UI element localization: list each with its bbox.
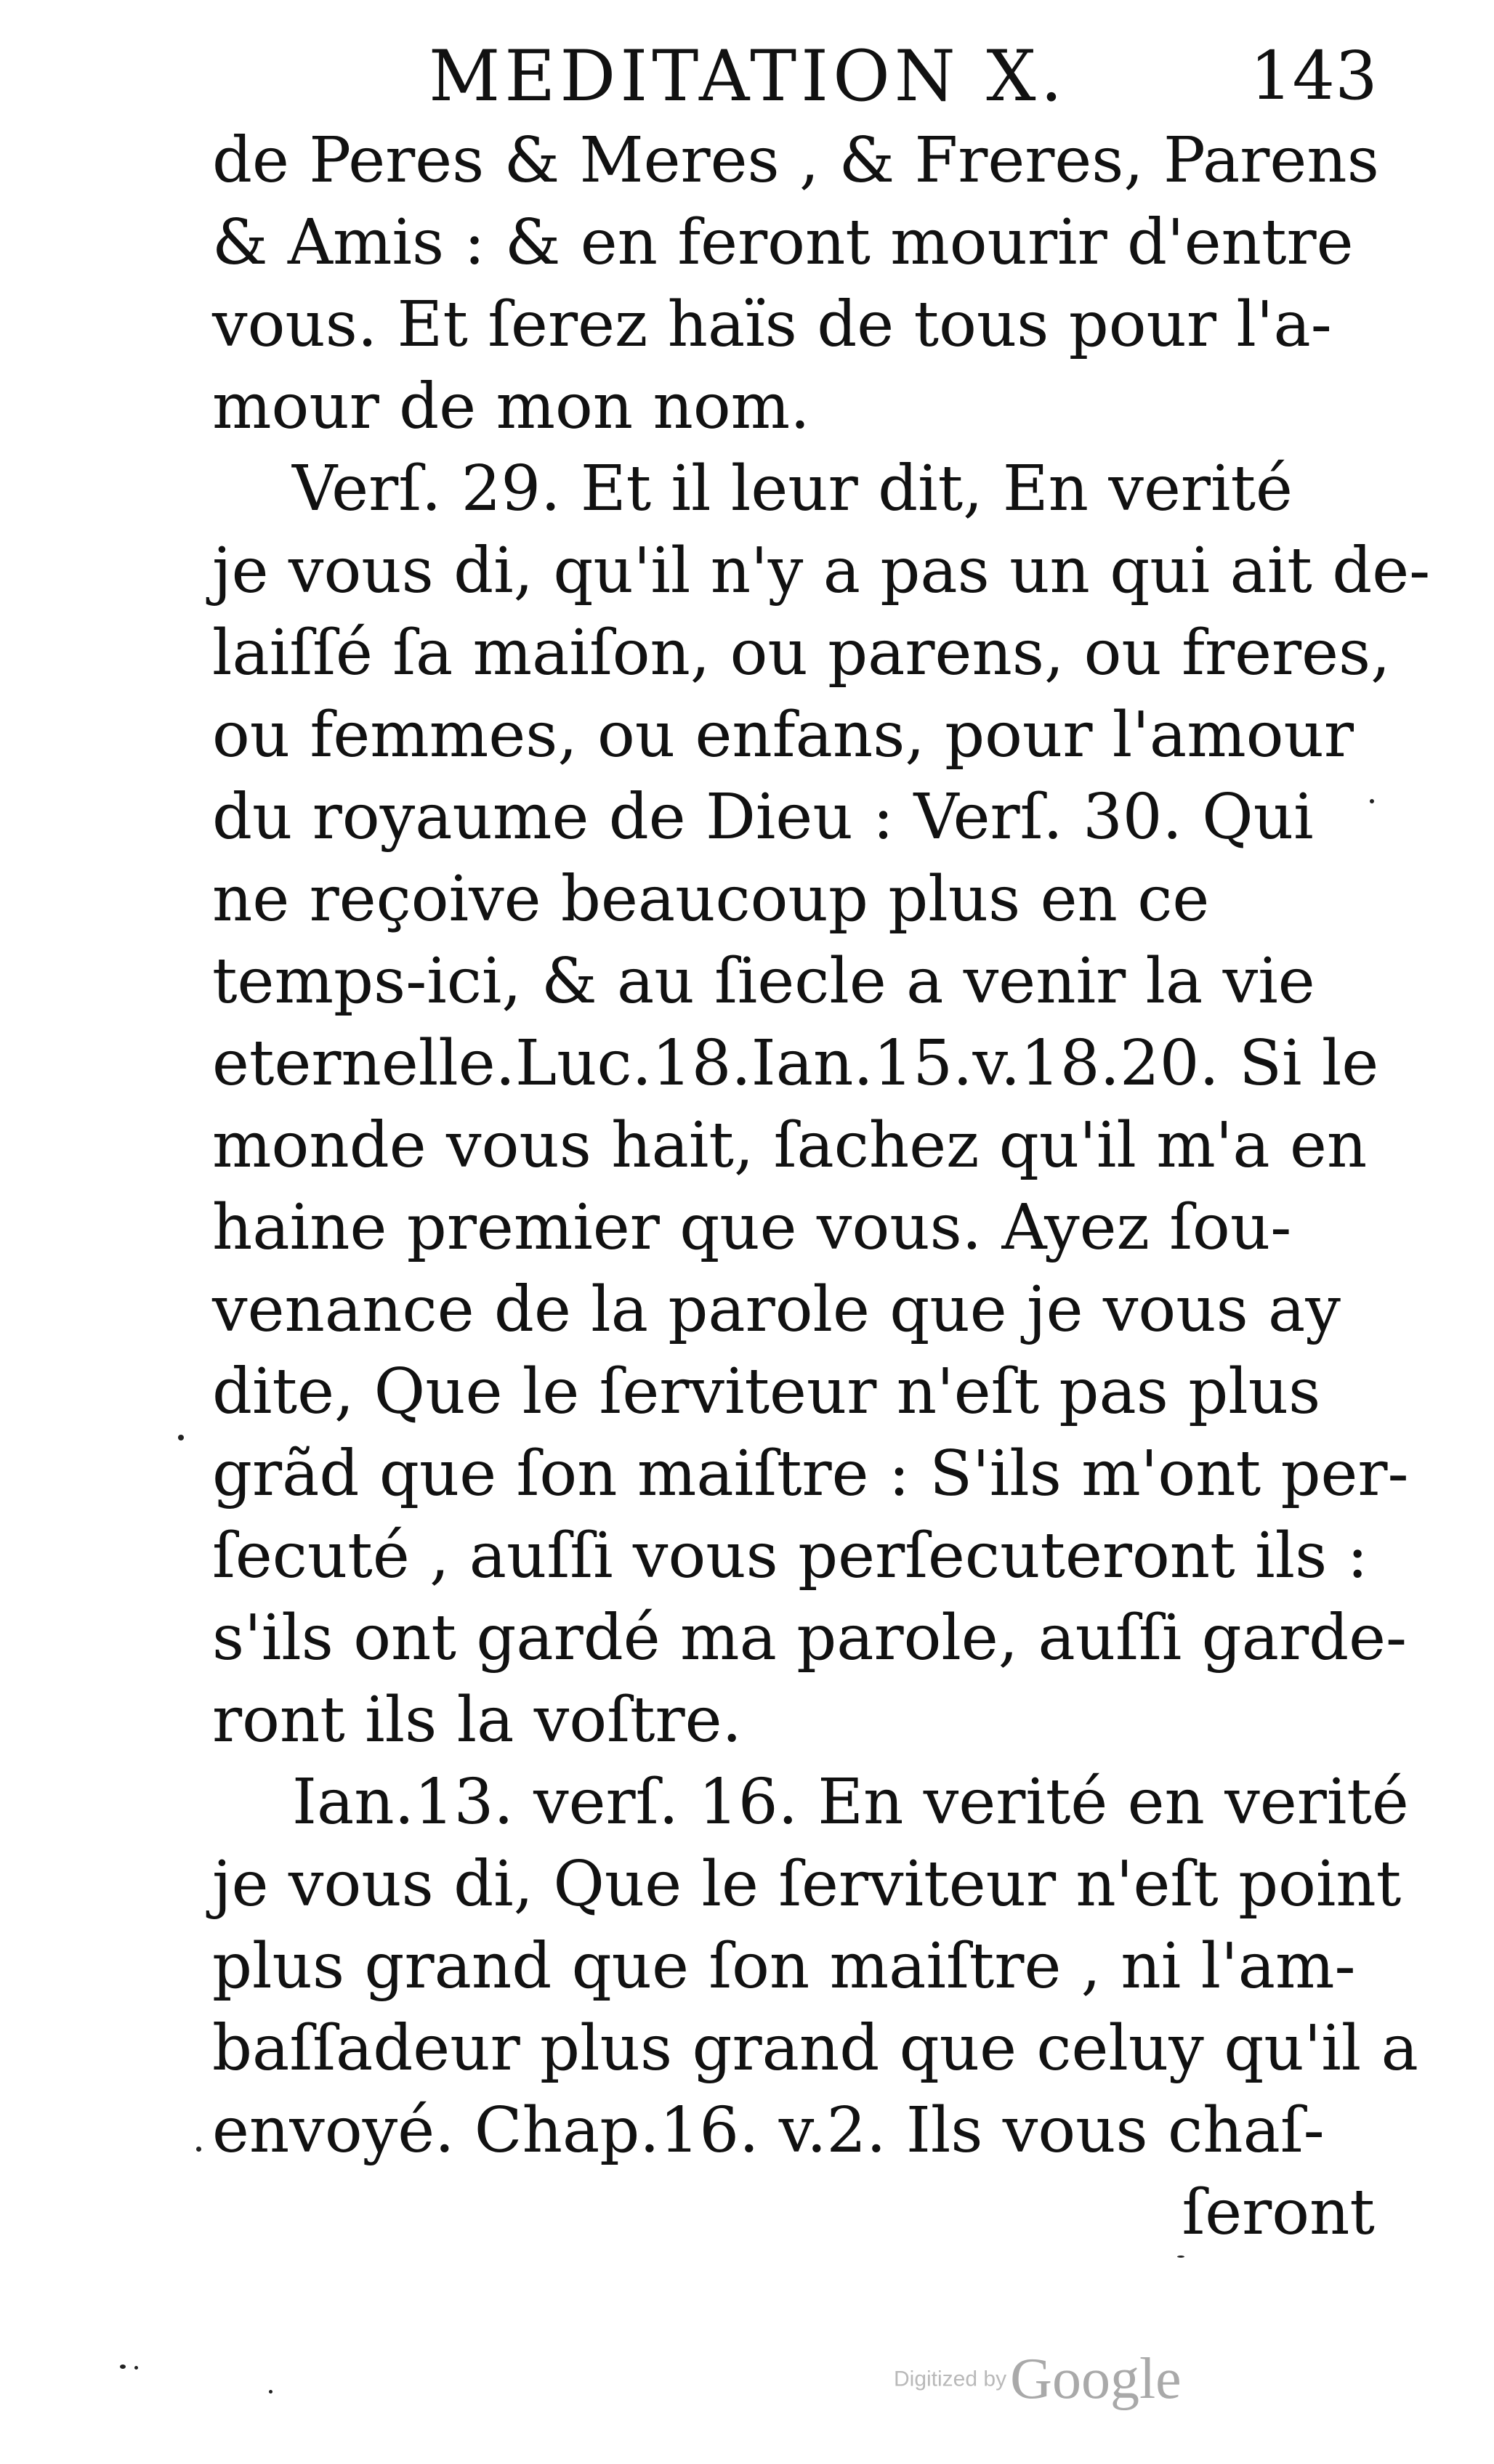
text-line: envoyé. Chap.16. v.2. Ils vous chaſ- — [212, 2094, 1325, 2167]
watermark-prefix: Digitized by — [894, 2367, 1007, 2391]
google-logo: Google — [1010, 2347, 1182, 2411]
page-number: 143 — [1250, 37, 1378, 115]
text-line: dite, Que le ſerviteur n'eſt pas plus — [212, 1355, 1321, 1428]
text-line: venance de la parole que je vous ay — [212, 1273, 1341, 1346]
text-line: ſecuté , auſſi vous perſecuteront ils : — [212, 1520, 1368, 1592]
ink-speck — [1370, 799, 1374, 803]
catchword: ſeront — [1182, 2176, 1375, 2249]
page-header — [211, 29, 1378, 123]
text-line: baſſadeur plus grand que celuy qu'il a — [212, 2012, 1418, 2085]
text-line: ou femmes, ou enfans, pour l'amour — [212, 699, 1354, 771]
text-line: Verſ. 29. Et il leur dit, En verité — [292, 453, 1293, 525]
digitized-watermark — [894, 2346, 1182, 2412]
ink-speck — [1177, 2256, 1184, 2258]
ink-speck — [134, 2366, 138, 2370]
text-line: eternelle.Luc.18.Ian.15.v.18.20. Si le — [212, 1027, 1379, 1100]
text-line: laiſſé ſa maiſon, ou parens, ou freres, — [212, 617, 1391, 689]
text-line: du royaume de Dieu : Verſ. 30. Qui — [212, 781, 1314, 854]
text-line: je vous di, qu'il n'y a pas un qui ait de- — [212, 535, 1431, 607]
text-line: ne reçoive beaucoup plus en ce — [212, 863, 1210, 936]
ink-speck — [196, 2147, 201, 2152]
text-line: temps-ici, & au ſiecle a venir la vie — [212, 945, 1315, 1018]
text-line: & Amis : & en feront mourir d'entre — [212, 206, 1354, 279]
ink-speck — [269, 2390, 272, 2394]
text-line: vous. Et ſerez haïs de tous pour l'a- — [212, 288, 1332, 361]
text-line: de Peres & Meres , & Freres, Parens — [212, 124, 1379, 197]
body-text — [212, 120, 1431, 2254]
text-line: ront ils la voſtre. — [212, 1684, 742, 1756]
text-line: monde vous hait, ſachez qu'il m'a en — [212, 1109, 1368, 1182]
text-line: grãd que ſon maiſtre : S'ils m'ont per- — [212, 1438, 1409, 1510]
text-line: haine premier que vous. Ayez ſou- — [212, 1191, 1292, 1264]
ink-speck — [178, 1435, 184, 1440]
ink-speck — [120, 2364, 126, 2369]
text-line: plus grand que ſon maiſtre , ni l'am- — [212, 1930, 1356, 2003]
text-line: je vous di, Que le ſerviteur n'eſt point — [212, 1848, 1402, 1921]
running-title: MEDITATION X. — [429, 36, 1067, 117]
text-line: mour de mon nom. — [212, 370, 810, 443]
text-line: s'ils ont gardé ma parole, auſſi garde- — [212, 1602, 1408, 1674]
text-line: Ian.13. verſ. 16. En verité en verité — [292, 1766, 1409, 1839]
